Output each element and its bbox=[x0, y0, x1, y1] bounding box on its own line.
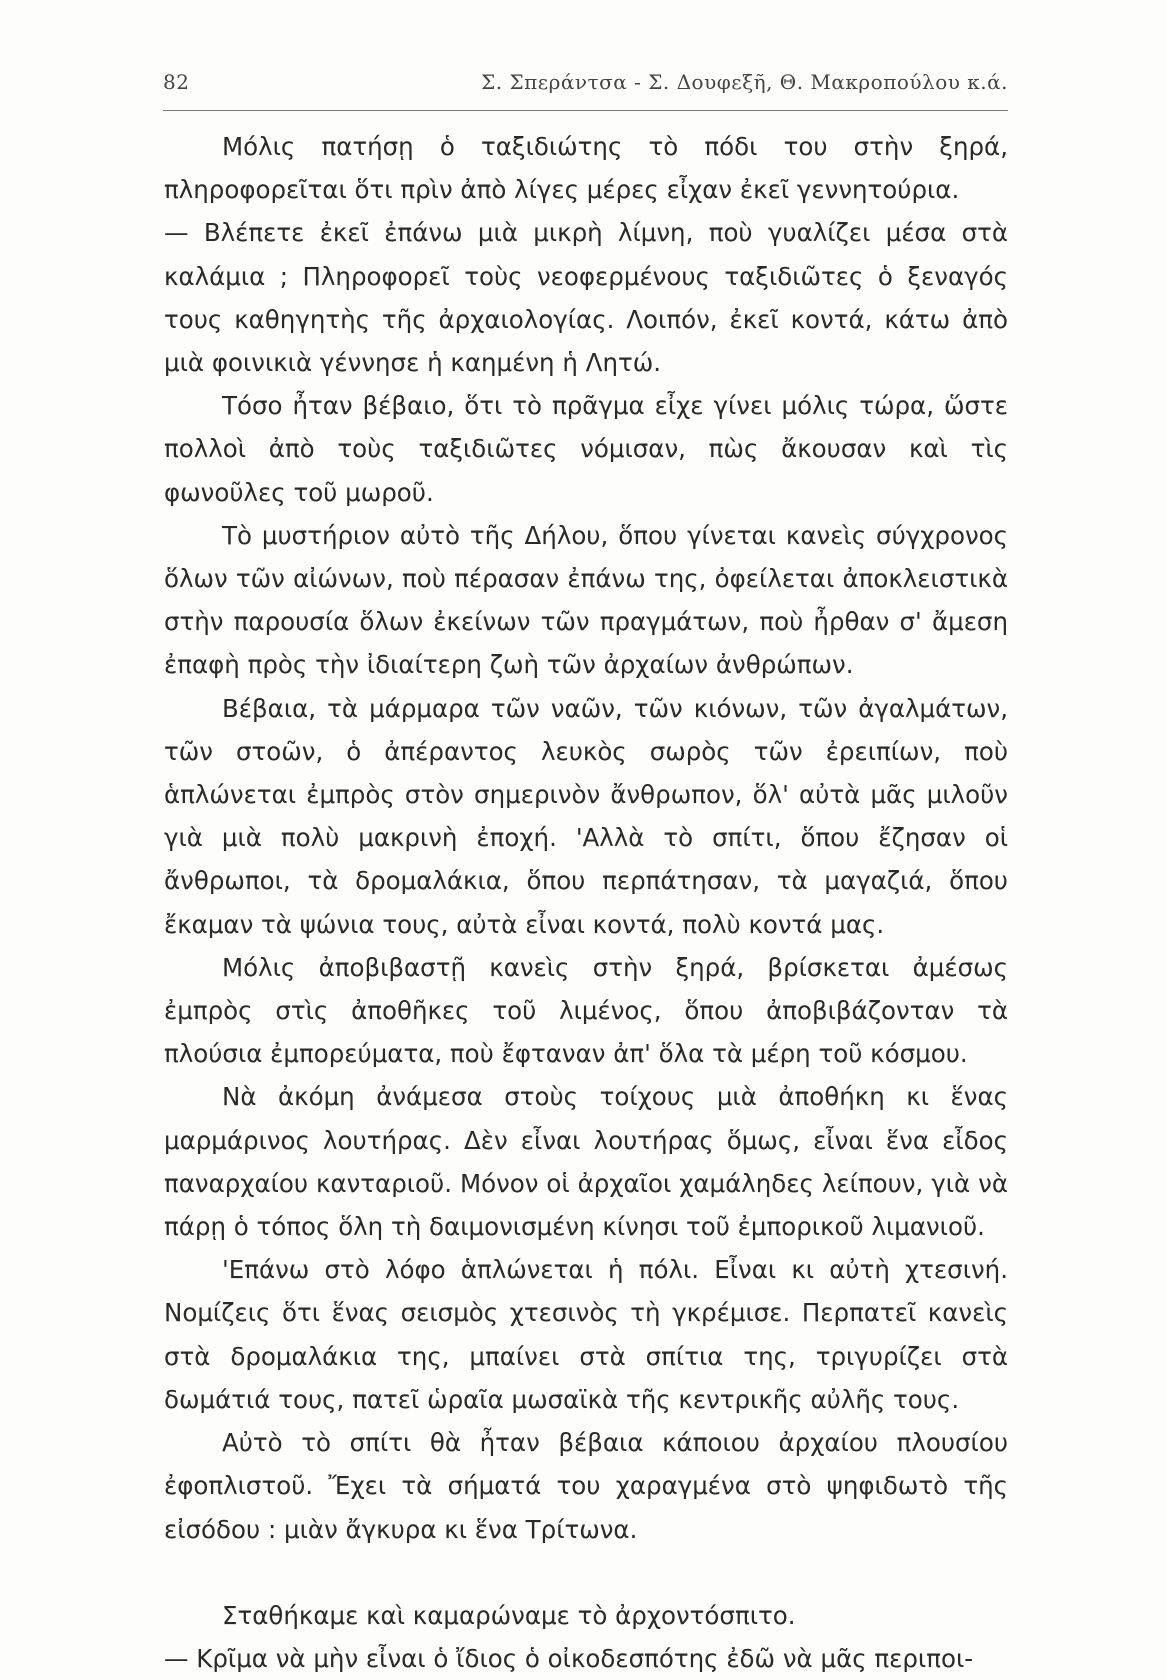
paragraph: Σταθήκαμε καὶ καμαρώναμε τὸ ἀρχοντόσπιτο. bbox=[222, 1600, 796, 1630]
paragraph: Αὐτὸ τὸ σπίτι θὰ ἦταν βέβαια κάποιου ἀρχαίου πλουσίου ἐφοπλιστοῦ. Ἔχει τὰ σήματά του χαραγμένα στὸ ψηφιδωτὸ τῆς εἰσόδου : μιὰν ἄγκυρα κι ἕνα Τρίτωνα. bbox=[164, 1428, 1008, 1544]
body-text bbox=[164, 125, 1008, 1680]
paragraph: — Βλέπετε ἐκεῖ ἐπάνω μιὰ μικρὴ λίμνη, ποὺ γυαλίζει μέσα στὰ καλάμια ; Πληροφορεῖ τοὺς νεοφερμένους ταξιδιῶτες ὁ ξεναγός τους καθηγητὴς τῆς ἀρχαιολογίας. Λοιπόν, ἐκεῖ κοντά, κάτω ἀπὸ μιὰ φοινικιὰ γέννησε ἡ καημένη ἡ Λητώ. bbox=[164, 218, 1008, 378]
paragraph: Βέβαια, τὰ μάρμαρα τῶν ναῶν, τῶν κιόνων, τῶν ἀγαλμάτων, τῶν στοῶν, ὁ ἀπέραντος λευκὸς σωρὸς τῶν ἐρειπίων, ποὺ ἁπλώνεται ἐμπρὸς στὸν σημερινὸν ἄνθρωπον, ὅλ' αὐτὰ μᾶς μιλοῦν γιὰ μιὰ πολὺ μακρινὴ ἐποχή. 'Αλλὰ τὸ σπίτι, ὅπου ἔζησαν οἱ ἄνθρωποι, τὰ δρομαλάκια, ὅπου περπάτησαν, τὰ μαγαζιά, ὅπου ἔκαμαν τὰ ψώνια τους, αὐτὰ εἶναι κοντά, πολὺ κοντά μας. bbox=[164, 693, 1008, 939]
header-rule bbox=[163, 110, 1008, 111]
paragraph: Νὰ ἀκόμη ἀνάμεσα στοὺς τοίχους μιὰ ἀποθήκη κι ἕνας μαρμάρινος λουτήρας. Δὲν εἶναι λουτήρας ὅμως, εἶναι ἕνα εἶδος παναρχαίου κανταριοῦ. Μόνον οἱ ἀρχαῖοι χαμάληδες λείπουν, γιὰ νὰ πάρῃ ὁ τόπος ὅλη τὴ δαιμονισμένη κίνησι τοῦ ἐμπορικοῦ λιμανιοῦ. bbox=[164, 1082, 1008, 1242]
paragraph: Μόλις ἀποβιβαστῇ κανεὶς στὴν ξηρά, βρίσκεται ἀμέσως ἐμπρὸς στὶς ἀποθῆκες τοῦ λιμένος, ὅπου ἀποβιβάζονταν τὰ πλούσια ἐμπορεύματα, ποὺ ἔφταναν ἀπ' ὅλα τὰ μέρη τοῦ κόσμου. bbox=[164, 952, 1008, 1069]
paragraph: Μόλις πατήσῃ ὁ ταξιδιώτης τὸ πόδι του στὴν ξηρά, πληροφορεῖται ὅτι πρὶν ἀπὸ λίγες μέρες εἶχαν ἐκεῖ γεννητούρια. bbox=[164, 132, 1008, 205]
paragraph: Τὸ μυστήριον αὐτὸ τῆς Δήλου, ὅπου γίνεται κανεὶς σύγχρονος ὅλων τῶν αἰώνων, ποὺ πέρασαν ἐπάνω της, ὀφείλεται ἀποκλειστικὰ στὴν παρουσία ὅλων ἐκείνων τῶν πραγμάτων, ποὺ ἦρθαν σ' ἄμεση ἐπαφὴ πρὸς τὴν ἰδιαίτερη ζωὴ τῶν ἀρχαίων ἀνθρώπων. bbox=[164, 520, 1008, 680]
paragraph: Τόσο ἦταν βέβαιο, ὅτι τὸ πρᾶγμα εἶχε γίνει μόλις τώρα, ὥστε πολλοὶ ἀπὸ τοὺς ταξιδιῶτες νόμισαν, πὼς ἄκουσαν καὶ τὶς φωνοῦλες τοῦ μωροῦ. bbox=[164, 391, 1008, 507]
paragraph: — Κρῖμα νὰ μὴν εἶναι ὁ ἴδιος ὁ οἰκοδεσπότης ἐδῶ νὰ μᾶς περιποι- bbox=[164, 1643, 974, 1673]
running-head: Σ. Σπεράντσα - Σ. Δουφεξῆ, Θ. Μακροπούλου κ.ά. bbox=[481, 70, 1008, 94]
page-number: 82 bbox=[163, 70, 190, 94]
paragraph: 'Επάνω στὸ λόφο ἁπλώνεται ἡ πόλι. Εἶναι κι αὐτὴ χτεσινή. Νομίζεις ὅτι ἕνας σεισμὸς χτεσινὸς τὴ γκρέμισε. Περπατεῖ κανεὶς στὰ δρομαλάκια της, μπαίνει στὰ σπίτια της, τριγυρίζει στὰ δωμάτιά τους, πατεῖ ὡραῖα μωσαϊκὰ τῆς κεντρικῆς αὐλῆς τους. bbox=[164, 1255, 1008, 1414]
